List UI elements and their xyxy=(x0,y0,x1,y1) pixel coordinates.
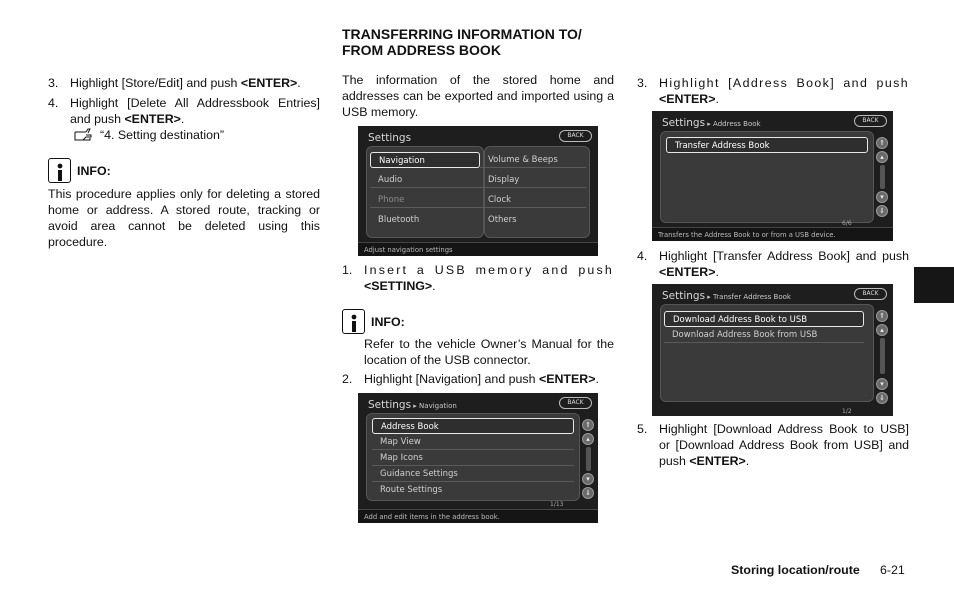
scroll-top-icon: ⇑ xyxy=(582,419,594,431)
scroll-down-icon: ▾ xyxy=(876,191,888,203)
section-tab xyxy=(914,267,954,303)
scroll-bottom-icon: ⇓ xyxy=(876,392,888,404)
back-button: BACK xyxy=(559,130,592,142)
list-item-route-settings: Route Settings xyxy=(380,485,443,495)
list-item-map-icons: Map Icons xyxy=(372,450,574,466)
screenshot-transfer-address-book xyxy=(652,284,893,416)
scroll-bottom-icon: ⇓ xyxy=(582,487,594,499)
screen-title: Settings ▸ Navigation xyxy=(368,399,457,411)
scrollbar xyxy=(880,338,885,374)
list-item-download-from-usb: Download Address Book from USB xyxy=(664,327,864,343)
middle-info-header: INFO: xyxy=(342,309,405,334)
screen-title: Settings ▸ Address Book xyxy=(662,117,761,129)
page-indicator: 6/6 xyxy=(842,220,852,227)
menu-item-display: Display xyxy=(480,172,586,188)
left-step-3: 3. Highlight [Store/Edit] and push <ENTER>. xyxy=(48,76,301,90)
scroll-up-icon: ▴ xyxy=(876,324,888,336)
screenshot-navigation xyxy=(358,393,598,523)
status-bar: Adjust navigation settings xyxy=(358,242,598,256)
intro-paragraph: The information of the stored home and addresses can be exported and imported using a USB memory. xyxy=(342,73,614,119)
menu-item-navigation: Navigation xyxy=(370,152,480,168)
info-icon xyxy=(48,158,71,183)
right-step-3: 3. Highlight [Address Book] and push <ENTER>. xyxy=(637,76,909,106)
list-item-download-to-usb: Download Address Book to USB xyxy=(664,311,864,327)
screen-title: Settings xyxy=(368,132,412,144)
middle-step-2: 2. Highlight [Navigation] and push <ENTER>. xyxy=(342,372,599,386)
scroll-down-icon: ▾ xyxy=(582,473,594,485)
screenshot-settings xyxy=(358,126,598,256)
page-indicator: 1/2 xyxy=(842,408,852,415)
back-button: BACK xyxy=(854,288,887,300)
left-step-4: 4. Highlight [Delete All Addressbook Entries] and push <ENTER>. xyxy=(48,96,320,126)
scroll-top-icon: ⇑ xyxy=(876,137,888,149)
scroll-top-icon: ⇑ xyxy=(876,310,888,322)
menu-item-volume: Volume & Beeps xyxy=(480,152,586,168)
list-item-address-book: Address Book xyxy=(372,418,574,434)
section-heading: TRANSFERRING INFORMATION TO/ FROM ADDRESS BOOK xyxy=(342,26,582,58)
screenshot-address-book xyxy=(652,111,893,241)
screen-title: Settings ▸ Transfer Address Book xyxy=(662,290,791,302)
scrollbar xyxy=(880,165,885,189)
right-step-4: 4. Highlight [Transfer Address Book] and push <ENTER>. xyxy=(637,249,909,279)
list-item-map-view: Map View xyxy=(372,434,574,450)
menu-item-clock: Clock xyxy=(480,192,586,208)
list-item-guidance-settings: Guidance Settings xyxy=(372,466,574,482)
scroll-down-icon: ▾ xyxy=(876,378,888,390)
footer-page-number: 6-21 xyxy=(880,563,905,577)
menu-item-audio: Audio xyxy=(370,172,480,188)
menu-item-bluetooth: Bluetooth xyxy=(378,215,420,225)
footer-section: Storing location/route xyxy=(731,563,860,577)
middle-step-1: 1. Insert a USB memory and push <SETTING>. xyxy=(342,263,614,293)
pointing-hand-icon xyxy=(74,128,96,142)
scroll-up-icon: ▴ xyxy=(582,433,594,445)
back-button: BACK xyxy=(559,397,592,409)
page-indicator: 1/13 xyxy=(550,501,564,508)
middle-info-text: Refer to the vehicle Owner’s Manual for the location of the USB connector. xyxy=(364,337,614,367)
status-bar: Transfers the Address Book to or from a USB device. xyxy=(652,227,893,241)
info-icon xyxy=(342,309,365,334)
scrollbar xyxy=(586,447,591,471)
menu-item-phone: Phone xyxy=(370,192,480,208)
menu-item-others: Others xyxy=(488,215,517,225)
left-info-text: This procedure applies only for deleting a stored home or address. A stored route, tracking or avoid area cannot be deleted using this procedure. xyxy=(48,187,320,249)
right-step-5: 5. Highlight [Download Address Book to USB] or [Download Address Book from USB] and push <ENTER>. xyxy=(637,422,909,468)
status-bar: Add and edit items in the address book. xyxy=(358,509,598,523)
scroll-up-icon: ▴ xyxy=(876,151,888,163)
back-button: BACK xyxy=(854,115,887,127)
scroll-bottom-icon: ⇓ xyxy=(876,205,888,217)
list-item-transfer-address-book: Transfer Address Book xyxy=(666,137,868,153)
left-info-header: INFO: xyxy=(48,158,111,183)
cross-reference: “4. Setting destination” xyxy=(74,127,224,143)
